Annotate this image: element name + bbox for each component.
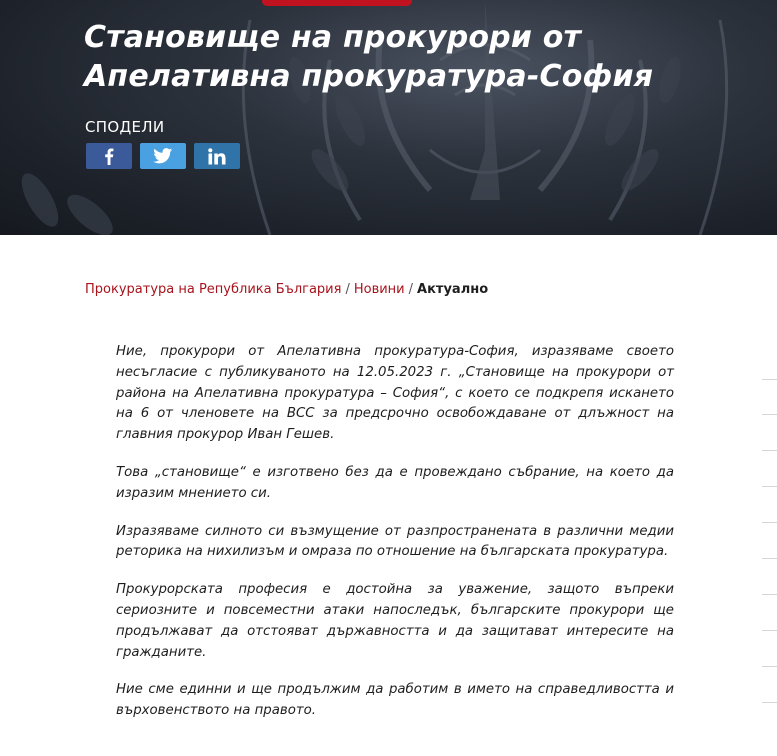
- sidebar-divider: [762, 630, 777, 631]
- sidebar-divider: [762, 558, 777, 559]
- sidebar-divider: [762, 522, 777, 523]
- article-body: [116, 342, 674, 739]
- breadcrumb: [85, 282, 488, 297]
- hero-accent-bar: [262, 0, 412, 6]
- linkedin-icon: [208, 148, 226, 165]
- breadcrumb-link-news[interactable]: Новини: [353, 282, 405, 297]
- breadcrumb-link-home[interactable]: Прокуратура на Република България: [85, 282, 342, 297]
- breadcrumb-current: Актуално: [417, 282, 489, 297]
- sidebar-divider: [762, 450, 777, 451]
- facebook-icon: [104, 148, 114, 165]
- share-buttons: [86, 143, 240, 169]
- article-paragraph: Ние сме единни и ще продължим да работим в името на справедливостта и върховенството на правото.: [116, 682, 674, 719]
- article-paragraph: Това „становище“ е изготвено без да е провеждано събрание, на което да изразим мнението си.: [116, 464, 674, 501]
- breadcrumb-separator: /: [408, 282, 414, 297]
- breadcrumb-separator: /: [345, 282, 350, 297]
- hero-banner: [0, 0, 777, 235]
- sidebar-divider: [762, 486, 777, 487]
- sidebar-divider: [762, 594, 777, 595]
- twitter-icon: [153, 148, 173, 164]
- share-linkedin-button[interactable]: [194, 143, 240, 169]
- article-paragraph: Прокурорската професия е достойна за уважение, защото въпреки сериозните и повсеместни атаки напоследък, българските прокурори ще продължават да отстояват държавността и да защитават интересите на гражданите.: [116, 582, 674, 660]
- sidebar-divider: [762, 702, 777, 703]
- article-paragraph: Ние, прокурори от Апелативна прокуратура-София, изразяваме своето несъгласие с публикуваното на 12.05.2023 г. „Становище на прокурори от района на Апелативна прокуратура – София“, с което се подкрепя искането на 6 от членовете на ВСС за предсрочно освобождаване от длъжност на главния прокурор Иван Гешев.: [116, 344, 674, 443]
- article-paragraph: Изразяваме силното си възмущение от разпространената в различни медии реторика на нихилизъм и омраза по отношение на българската прокуратура.: [116, 523, 674, 560]
- sidebar-divider: [762, 414, 777, 415]
- share-twitter-button[interactable]: [140, 143, 186, 169]
- sidebar-divider: [762, 379, 777, 380]
- share-label: СПОДЕЛИ: [85, 118, 165, 136]
- page-title: Становище на прокурори от Апелативна прокуратура-София: [84, 20, 654, 94]
- share-facebook-button[interactable]: [86, 143, 132, 169]
- sidebar-divider: [762, 666, 777, 667]
